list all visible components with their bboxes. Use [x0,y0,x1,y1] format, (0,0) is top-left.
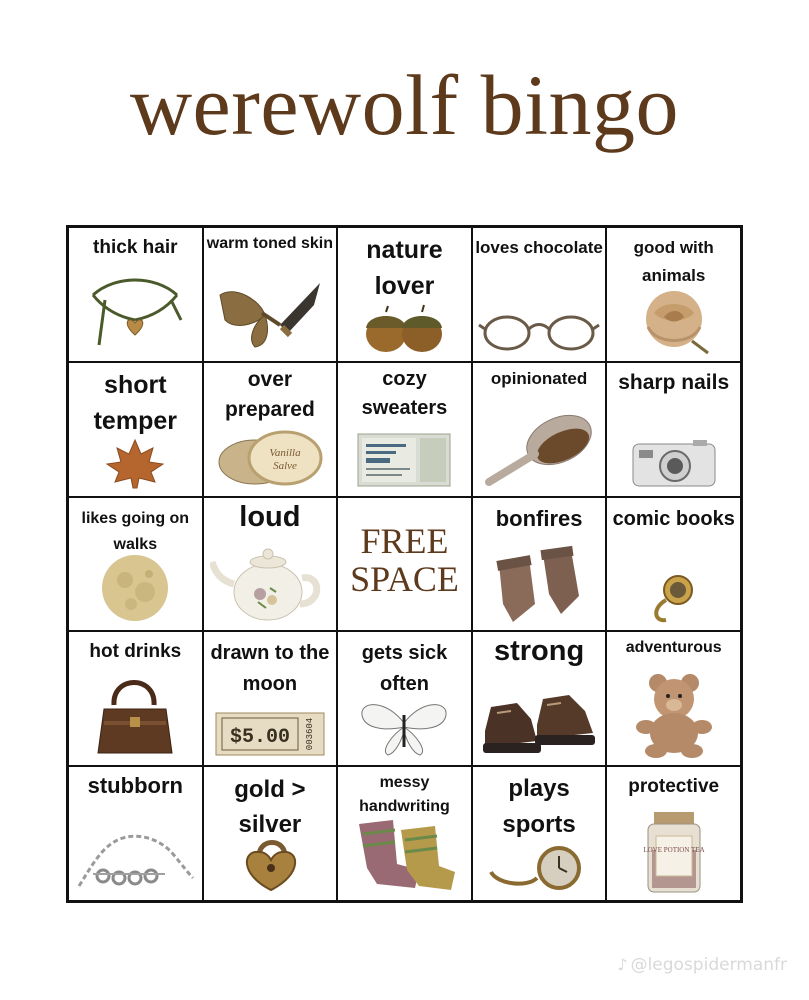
ticket-serial: 003604 [304,717,315,751]
hairbrush-icon [479,410,599,490]
bingo-grid [66,225,743,903]
bingo-cell-loud[interactable] [203,497,338,632]
chain-bracelet-icon [73,814,197,894]
watch-ring-icon [487,844,591,894]
cell-label: stubborn [87,773,183,799]
cell-label: strong [493,635,585,668]
free-space-line1: FREE [360,520,449,561]
bingo-cell-stubborn[interactable] [68,766,203,901]
bingo-cell-bonfires[interactable] [472,497,607,632]
bingo-cell-short-temper[interactable] [68,362,203,497]
cell-label: drawn to the moon [210,642,330,696]
bingo-cell-protective[interactable] [606,766,741,901]
cell-label: nature lover [366,236,443,301]
glasses-icon [477,305,601,355]
tea-jar-icon [642,810,706,894]
cell-label: bonfires [495,505,583,531]
page-title: werewolf bingo [129,57,680,153]
cell-label: plays sports [502,775,576,839]
bingo-cell-likes-going-on-walks[interactable] [68,497,203,632]
cell-label: protective [628,776,720,798]
cell-label: sharp nails [618,370,730,394]
maple-leaf-icon [105,438,165,490]
bingo-cell-strong[interactable] [472,631,607,766]
cell-label: opinionated [490,368,588,388]
free-space-line2: SPACE [350,558,459,599]
bingo-cell-warm-toned-skin[interactable] [203,227,338,362]
cell-label: messy handwriting [359,774,450,816]
tiktok-icon: ♪ [617,955,628,974]
free-space-text [338,522,471,598]
socks-icon [349,814,459,894]
bingo-cell-adventurous[interactable] [606,631,741,766]
bingo-cell-drawn-to-the-moon[interactable] [203,631,338,766]
bingo-cell-loves-chocolate[interactable] [472,227,607,362]
cell-label: thick hair [93,237,178,258]
svg-text:Vanilla: Vanilla [269,446,301,459]
bingo-cell-cozy-sweaters[interactable] [337,362,472,497]
concert-ticket-icon [354,430,454,490]
bingo-cell-messy-handwriting[interactable] [337,766,472,901]
jar-label: LOVE POTION TEA [643,846,705,854]
acorns-icon [354,300,454,355]
bingo-cell-hot-drinks[interactable] [68,631,203,766]
watermark-handle: @legospidermanfr [630,955,787,975]
salve-tin-icon [215,426,325,490]
teapot-icon [210,540,330,624]
ring-icon [644,568,704,624]
bingo-cell-nature-lover[interactable] [337,227,472,362]
rose-icon [634,283,714,355]
cell-label: adventurous [625,639,722,657]
cell-label: short temper [93,370,177,436]
cell-label: over prepared [224,367,315,422]
watermark [617,955,787,975]
heart-padlock-icon [235,834,305,894]
bingo-cell-gets-sick-often[interactable] [337,631,472,766]
bingo-cell-over-prepared[interactable] [203,362,338,497]
bingo-cell-gold-greater-than-silver[interactable] [203,766,338,901]
bingo-cell-free-space[interactable] [337,497,472,632]
cell-label: comic books [612,507,735,530]
cell-label: loves chocolate [475,238,603,257]
ticket-price: $5.00 [229,726,290,750]
bingo-cell-comic-books[interactable] [606,497,741,632]
handbag-icon [90,669,180,759]
boots-icon [481,689,597,759]
teddy-bear-icon [628,669,720,759]
cell-label: hot drinks [89,641,182,663]
ribbon-heart-choker-icon [85,265,185,355]
bingo-cell-sharp-nails[interactable] [606,362,741,497]
cell-label: good with animals [633,238,714,285]
cell-label: gets sick often [361,642,448,696]
ticket-icon [214,709,326,759]
moth-knife-icon [210,275,330,355]
cell-label: cozy sweaters [361,367,448,419]
gloves-icon [489,544,589,624]
cell-label: warm toned skin [206,235,334,252]
butterfly-icon [356,695,452,759]
svg-text:Salve: Salve [272,459,297,472]
cell-label: loud [239,500,301,533]
camera-icon [629,436,719,490]
cell-label: gold > silver [234,776,306,838]
cell-label: likes going on walks [81,509,190,553]
bingo-cell-good-with-animals[interactable] [606,227,741,362]
bingo-cell-plays-sports[interactable] [472,766,607,901]
moon-icon [99,552,171,624]
bingo-cell-thick-hair[interactable] [68,227,203,362]
bingo-cell-opinionated[interactable] [472,362,607,497]
